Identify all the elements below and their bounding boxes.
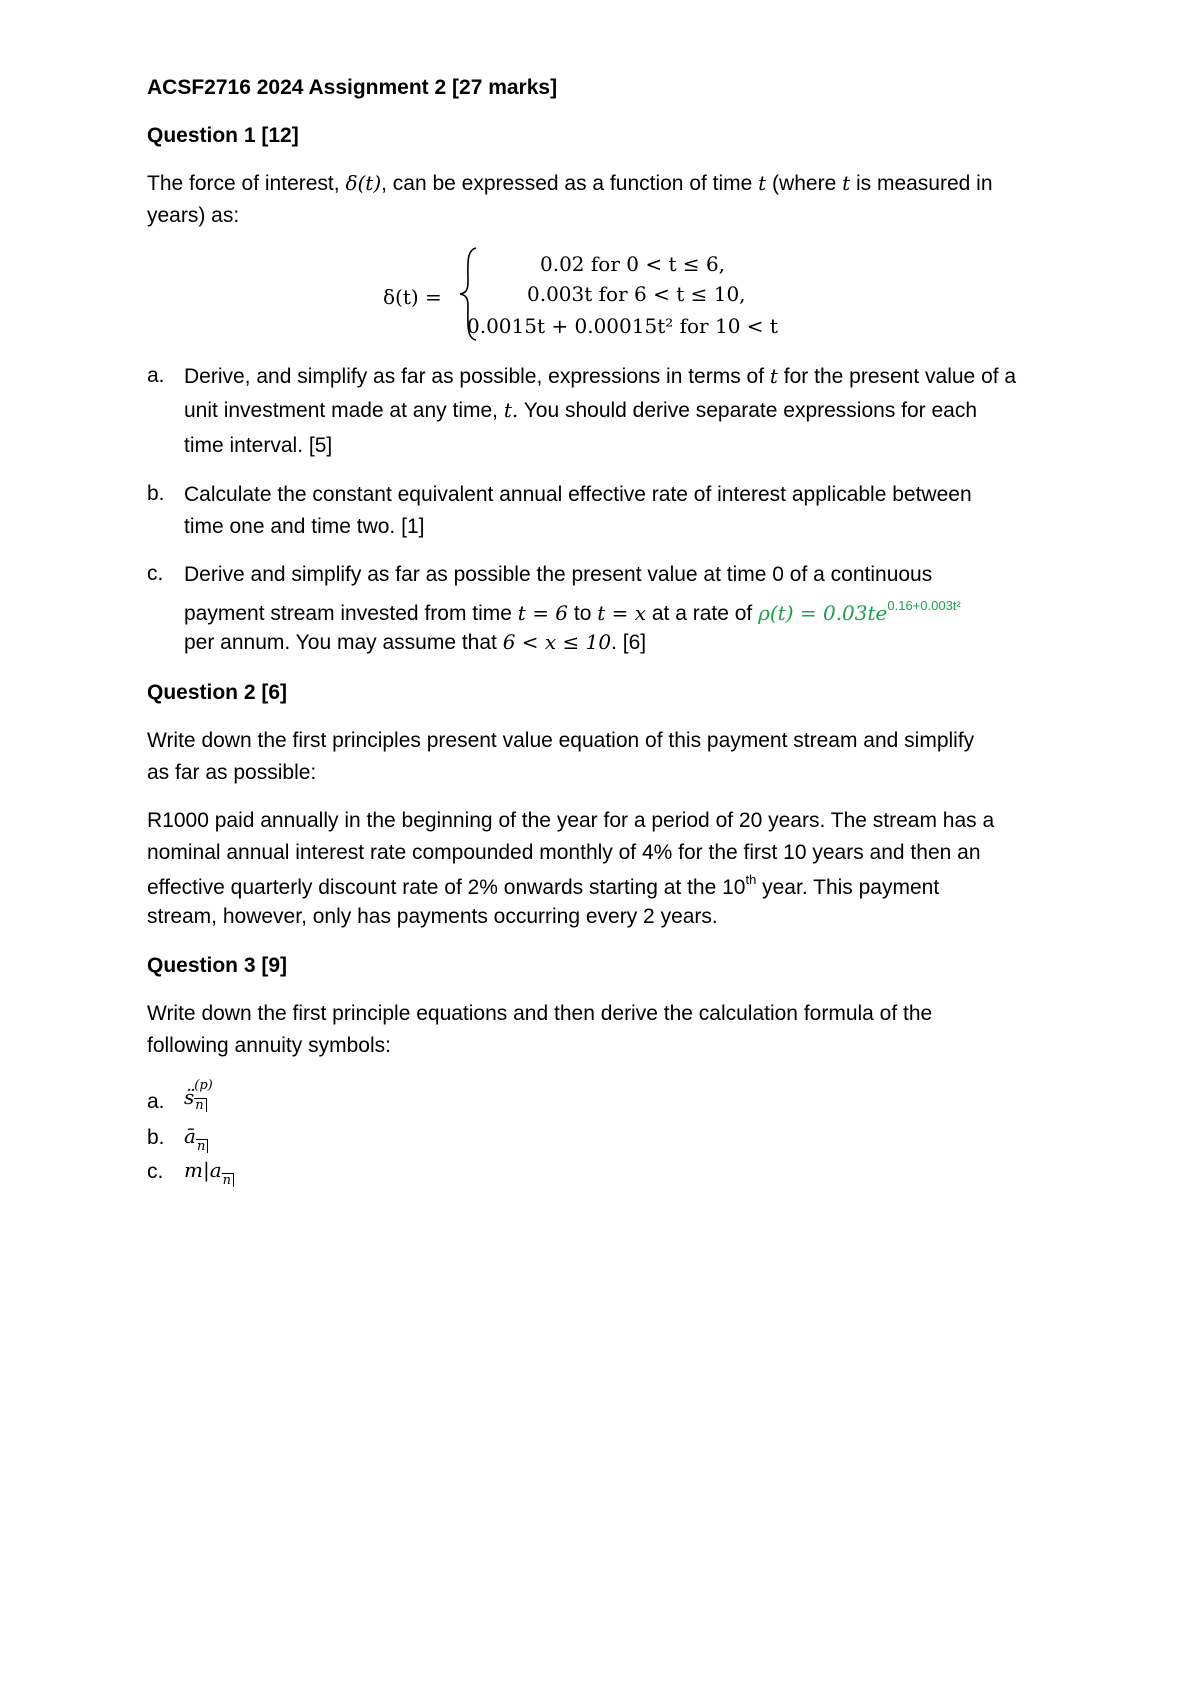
q3-a-label: a. bbox=[147, 1090, 165, 1113]
q1-a-line1-t: t bbox=[769, 364, 778, 388]
q1-intro-text-b: , can be expressed as a function of time bbox=[381, 172, 759, 195]
q3-heading: Question 3 [9] bbox=[147, 954, 288, 977]
q1-a-line1-post: for the present value of a bbox=[777, 365, 1017, 388]
q3-a-sup: (p) bbox=[194, 1078, 213, 1093]
equation-row-2: 0.003t for 6 < t ≤ 10, bbox=[527, 282, 746, 306]
q3-c-label: c. bbox=[147, 1160, 164, 1183]
q1-c-line3-pre: per annum. You may assume that bbox=[184, 631, 503, 654]
q1-c-line3-post: . [6] bbox=[611, 631, 647, 654]
q1-intro-line2: years) as: bbox=[147, 204, 240, 227]
q2-p1-line1: Write down the first principles present value equation of this payment stream and simplify bbox=[147, 729, 975, 752]
q1-a-line2-post: You should derive separate expressions for each bbox=[518, 399, 978, 422]
q1-intro-text-c: (where bbox=[766, 172, 843, 195]
q1-intro-text-a: The force of interest, bbox=[147, 172, 346, 195]
q3-c-symbol bbox=[184, 1158, 234, 1187]
q3-a-sub: n bbox=[194, 1098, 206, 1112]
q3-b-sub: n bbox=[196, 1139, 208, 1153]
q1-c-line2-rate: at a rate of bbox=[646, 602, 759, 625]
q3-c-base: a bbox=[209, 1158, 222, 1182]
q1-heading: Question 1 [12] bbox=[147, 124, 299, 147]
q1-intro-delta: δ(t) bbox=[345, 171, 382, 195]
q1-c-line2-pre: payment stream invested from time bbox=[184, 602, 518, 625]
q3-c-prefix: m| bbox=[184, 1158, 210, 1182]
q3-b-symbol bbox=[184, 1124, 208, 1153]
q1-intro-t2: t bbox=[842, 171, 851, 195]
equation-row-1: 0.02 for 0 < t ≤ 6, bbox=[540, 252, 726, 276]
q2-p2-line2: nominal annual interest rate compounded monthly of 4% for the first 10 years and then an bbox=[147, 841, 981, 864]
q1-intro-t1: t bbox=[758, 171, 767, 195]
q1-a-line3: time interval. [5] bbox=[184, 434, 333, 457]
q1-b-line2: time one and time two. [1] bbox=[184, 515, 425, 538]
q3-p1-line2: following annuity symbols: bbox=[147, 1034, 391, 1057]
q3-a-symbol bbox=[184, 1078, 222, 1114]
equation-lhs: δ(t) = bbox=[383, 285, 442, 309]
q3-a-base: s̈ bbox=[184, 1085, 195, 1109]
equation-row-3: 0.0015t + 0.00015t² for 10 < t bbox=[467, 314, 778, 338]
q1-c-line3 bbox=[184, 630, 646, 655]
q1-a-line2-pre: unit investment made at any time, bbox=[184, 399, 504, 422]
q3-b-base: ā bbox=[184, 1124, 196, 1148]
q1-c-line2 bbox=[184, 598, 961, 626]
q1-b-label: b. bbox=[147, 482, 165, 505]
q2-heading: Question 2 [6] bbox=[147, 681, 288, 704]
q3-p1-line1: Write down the first principle equations and then derive the calculation formula of the bbox=[147, 1002, 933, 1025]
q2-p2-line4: stream, however, only has payments occurring every 2 years. bbox=[147, 905, 718, 928]
q3-c-sub: n bbox=[222, 1173, 234, 1187]
q2-p1-line2: as far as possible: bbox=[147, 761, 317, 784]
q1-c-line2-to: to bbox=[568, 602, 598, 625]
q1-c-line1: Derive and simplify as far as possible the present value at time 0 of a continuous bbox=[184, 563, 933, 586]
q1-intro-text-d: is measured in bbox=[850, 172, 993, 195]
q1-a-line2-t: t. bbox=[503, 398, 519, 422]
q1-b-line1: Calculate the constant equivalent annual effective rate of interest applicable between bbox=[184, 483, 972, 506]
q1-a-line1 bbox=[184, 364, 1016, 389]
q1-c-line2-tx: t = x bbox=[597, 601, 647, 625]
q2-p2-line3 bbox=[147, 872, 939, 900]
q2-p2-line3-pre: effective quarterly discount rate of 2% onwards starting at the 10 bbox=[147, 876, 746, 899]
q2-p2-line3-post: year. This payment bbox=[756, 876, 940, 899]
q1-intro-line1 bbox=[147, 171, 993, 196]
q1-a-line2 bbox=[184, 398, 977, 423]
q2-p2-line1: R1000 paid annually in the beginning of the year for a period of 20 years. The stream has a bbox=[147, 809, 995, 832]
q1-c-line3-math: 6 < x ≤ 10 bbox=[502, 630, 612, 654]
document-title: ACSF2716 2024 Assignment 2 [27 marks] bbox=[147, 76, 558, 99]
q1-a-line1-pre: Derive, and simplify as far as possible, expressions in terms of bbox=[184, 365, 770, 388]
q1-c-line2-exponent: 0.16+0.003t² bbox=[887, 598, 961, 613]
q3-b-label: b. bbox=[147, 1126, 165, 1149]
q1-c-label: c. bbox=[147, 562, 164, 585]
q1-c-line2-t6: t = 6 bbox=[517, 601, 569, 625]
q2-p2-line3-sup: th bbox=[745, 872, 757, 887]
q1-a-label: a. bbox=[147, 364, 165, 387]
q1-c-line2-rho: ρ(t) = 0.03te bbox=[758, 601, 888, 625]
